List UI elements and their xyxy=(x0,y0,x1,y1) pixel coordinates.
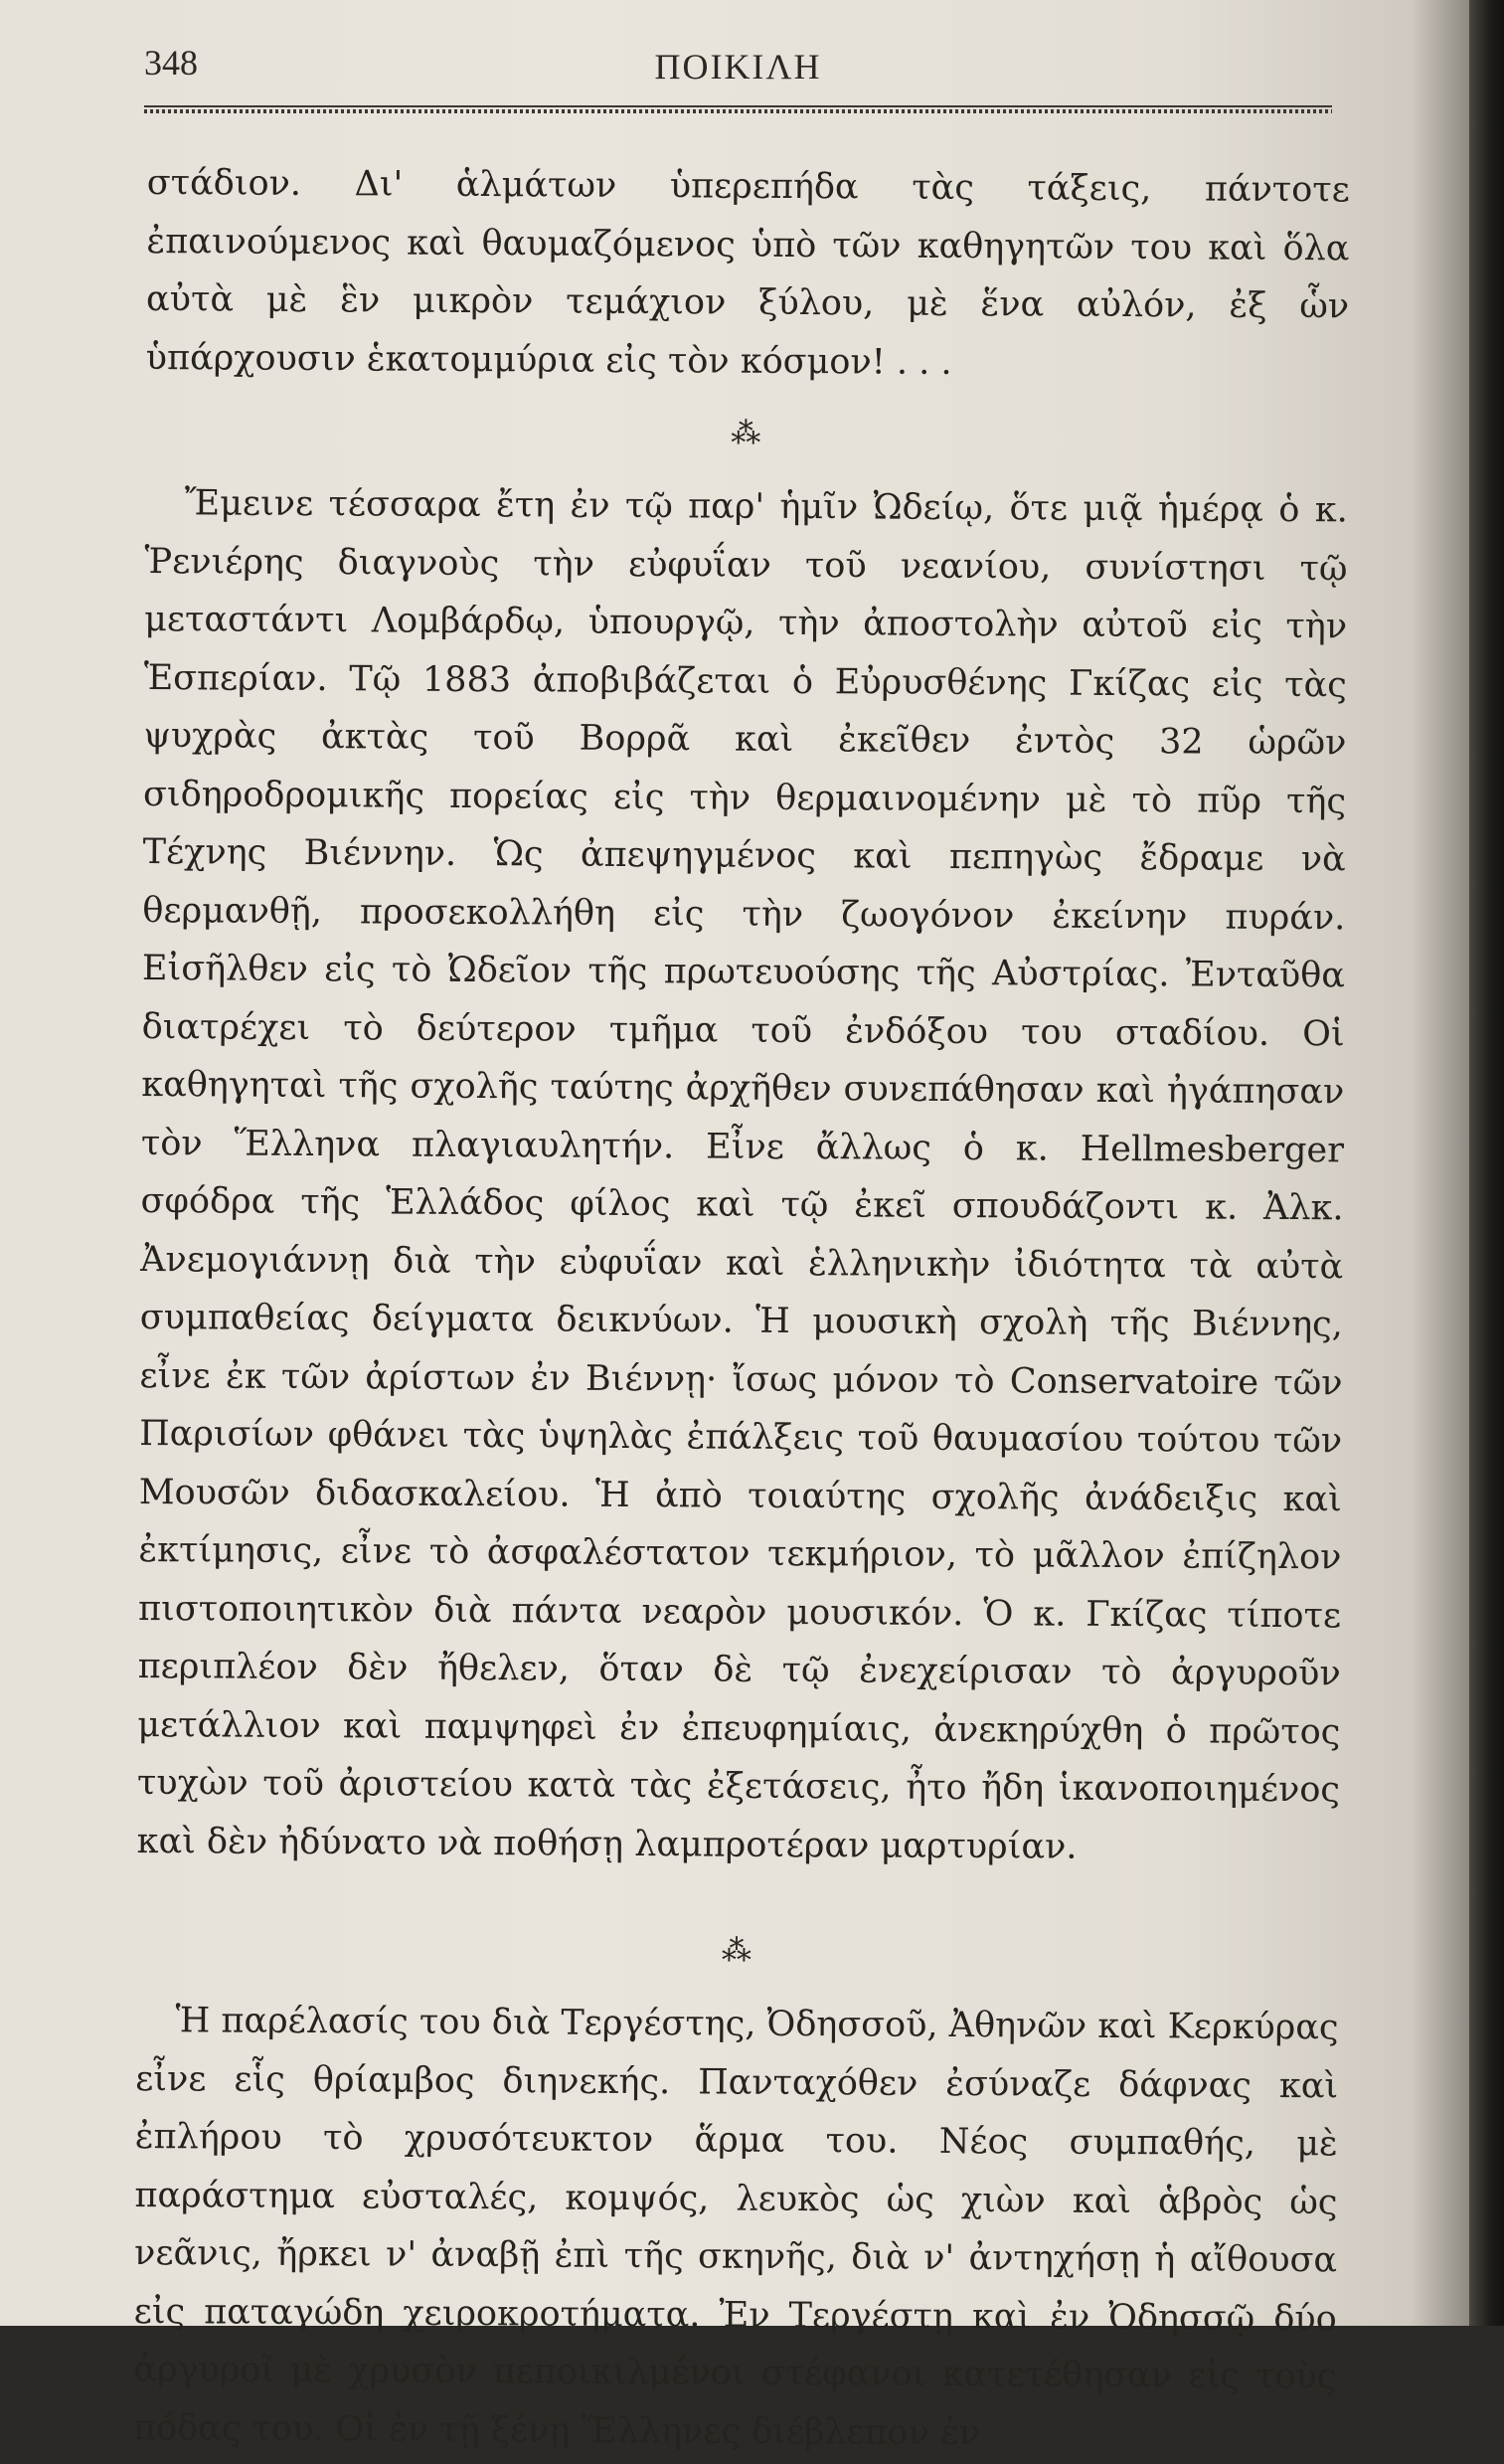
section-break-asterism: ⁂ xyxy=(721,1933,754,1969)
body-text xyxy=(133,154,1350,2464)
running-title: ΠΟΙΚΙΛΗ xyxy=(654,47,822,87)
page-number: 348 xyxy=(144,43,198,83)
book-binding-shadow xyxy=(1469,0,1504,2326)
paragraph-1: στάδιον. Δι' ἁλμάτων ὑπερεπήδα τὰς τάξεις, πάντοτε ἐπαινούμενος καὶ θαυμαζόμενος ὑπὸ τῶν καθηγητῶν του καὶ ὅλα αὐτὰ μὲ ἓν μικρὸν τεμάχιον ξύλου, μὲ ἕνα αὐλόν, ἐξ ὧν ὑπάρχουσιν ἑκατομμύρια εἰς τὸν κόσμον! . . . xyxy=(145,162,1350,383)
section-break-asterism: ⁂ xyxy=(731,416,763,451)
page-header xyxy=(144,42,1332,101)
header-rule xyxy=(144,105,1332,115)
paragraph-3: Ἡ παρέλασίς του διὰ Τεργέστης, Ὀδησσοῦ, Ἀθηνῶν καὶ Κερκύρας εἶνε εἷς θρίαμβος διηνεκής. Πανταχόθεν ἐσύναζε δάφνας καὶ ἐπλήρου τὸ χρυσότευκτον ἅρμα του. Νέος συμπαθής, μὲ παράστημα εὐσταλές, κομψός, λευκὸς ὡς χιὼν καὶ ἁβρὸς ὡς νεᾶνις, ἤρκει ν' ἀναβῇ ἐπὶ τῆς σκηνῆς, διὰ ν' ἀντηχήσῃ ἡ αἴθουσα εἰς παταγώδη χειροκροτήματα. Ἐν Τεργέστῃ καὶ ἐν Ὀδησσῷ δύο ἀργυροῖ μὲ χρυσὸν πεποικιλμένοι στέφανοι κατετέθησαν εἰς τοὺς πόδας του. Οἱ ἐν τῇ ξένῃ Ἕλληνες διέβλεπον ἐν xyxy=(132,2001,1339,2453)
paragraph-2: Ἔμεινε τέσσαρα ἔτη ἐν τῷ παρ' ἡμῖν Ὠδείῳ, ὅτε μιᾷ ἡμέρᾳ ὁ κ. Ῥενιέρης διαγνοὺς τὴν εὐφυΐαν τοῦ νεανίου, συνίστησι τῷ μεταστάντι Λομβάρδῳ, ὑπουργῷ, τὴν ἀποστολὴν αὐτοῦ εἰς τὴν Ἑσπερίαν. Τῷ 1883 ἀποβιβάζεται ὁ Εὐρυσθένης Γκίζας εἰς τὰς ψυχρὰς ἀκτὰς τοῦ Βορρᾶ καὶ ἐκεῖθεν ἐντὸς 32 ὡρῶν σιδηροδρομικῆς πορείας εἰς τὴν θερμαινομένην μὲ τὸ πῦρ τῆς Τέχνης Βιέννην. Ὡς ἀπεψηγμένος καὶ πεπηγὼς ἔδραμε νὰ θερμανθῇ, προσεκολλήθη εἰς τὴν ζωογόνον ἐκείνην πυράν. Εἰσῆλθεν εἰς τὸ Ὠδεῖον τῆς πρωτευούσης τῆς Αὐστρίας. Ἐνταῦθα διατρέχει τὸ δεύτερον τμῆμα τοῦ ἐνδόξου του σταδίου. Οἱ καθηγηταὶ τῆς σχολῆς ταύτης ἀρχῆθεν συνεπάθησαν καὶ ἠγάπησαν τὸν Ἕλληνα πλαγιαυλητήν. Εἶνε ἄλλως ὁ κ. Hellmesberger σφόδρα τῆς Ἑλλάδος φίλος καὶ τῷ ἐκεῖ σπουδάζοντι κ. Ἀλκ. Ἀνεμογιάννῃ διὰ τὴν εὐφυΐαν καὶ ἑλληνικὴν ἰδιότητα τὰ αὐτὰ συμπαθείας δείγματα δεικνύων. Ἡ μουσικὴ σχολὴ τῆς Βιέννης, εἶνε ἐκ τῶν ἀρίστων ἐν Βιέννῃ· ἴσως μόνον τὸ Conservatoire τῶν Παρισίων φθάνει τὰς ὑψηλὰς ἐπάλξεις τοῦ θαυμασίου τούτου τῶν Μουσῶν διδασκαλείου. Ἡ ἀπὸ τοιαύτης σχολῆς ἀνάδειξις καὶ ἐκτίμησις, εἶνε τὸ ἀσφαλέστατον τεκμήριον, τὸ μᾶλλον ἐπίζηλον πιστοποιητικὸν διὰ πάντα νεαρὸν μουσικόν. Ὁ κ. Γκίζας τίποτε περιπλέον δὲν ἤθελεν, ὅταν δὲ τῷ ἐνεχείρισαν τὸ ἀργυροῦν μετάλλιον καὶ παμψηφεὶ ἐν ἐπευφημίαις, ἀνεκηρύχθη ὁ πρῶτος τυχὼν τοῦ ἀριστείου κατὰ τὰς ἐξετάσεις, ἦτο ἤδη ἱκανοποιημένος καὶ δὲν ἠδύνατο νὰ ποθήσῃ λαμπροτέραν μαρτυρίαν. xyxy=(136,483,1348,1867)
